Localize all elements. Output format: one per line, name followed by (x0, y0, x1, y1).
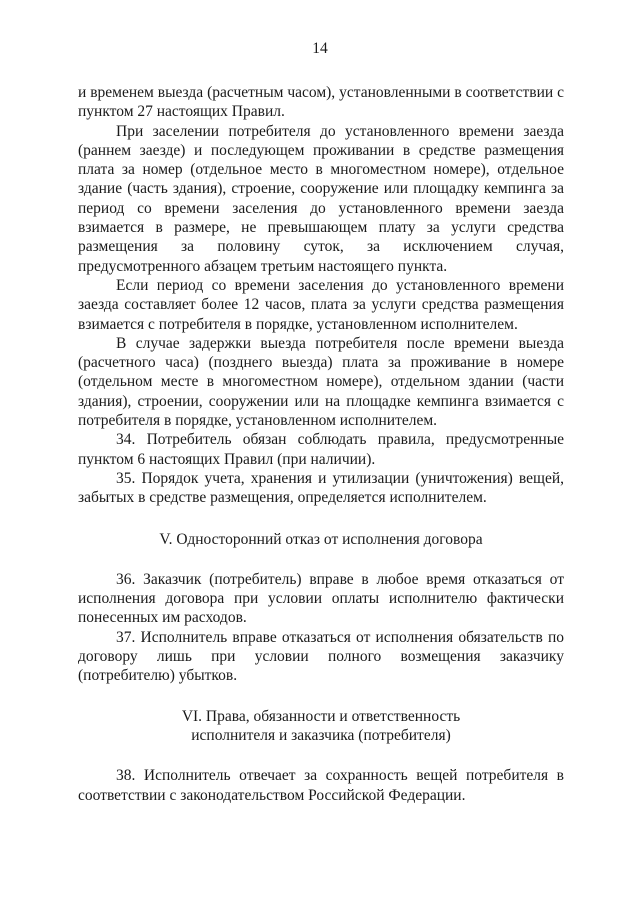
paragraph-37: 37. Исполнитель вправе отказаться от исполнения обязательств по договору лишь при условии полного возмещения заказчику (потребителю) убытков. (78, 628, 564, 685)
section-heading-vi (78, 707, 564, 746)
paragraph-early-checkin: При заселении потребителя до установленного времени заезда (раннем заезде) и последующем проживании в средстве размещения плата за номер (отдельное место в многоместном номере), отдельное здание (часть здания), строение, сооружение или площадку кемпинга за период со времени заселения до установленного времени заезда взимается в размере, не превышающем плату за услуги средства размещения за половину суток, за исключением случая, предусмотренного абзацем третьим настоящего пункта. (78, 122, 564, 275)
paragraph-over-12-hours: Если период со времени заселения до установленного времени заезда составляет более 12 часов, плата за услуги средства размещения взимается с потребителя в порядке, установленном исполнителем. (78, 276, 564, 333)
paragraph-continuation: и временем выезда (расчетным часом), установленными в соответствии с пунктом 27 настоящих Правил. (78, 84, 564, 121)
section-heading-v: V. Односторонний отказ от исполнения договора (159, 530, 483, 548)
paragraph-34: 34. Потребитель обязан соблюдать правила, предусмотренные пунктом 6 настоящих Правил (при наличии). (78, 431, 564, 468)
document-body (78, 83, 564, 805)
paragraph-38: 38. Исполнитель отвечает за сохранность вещей потребителя в соответствии с законодательством Российской Федерации. (78, 767, 564, 804)
paragraph-36: 36. Заказчик (потребитель) вправе в любое время отказаться от исполнения договора при условии оплаты исполнителю фактически понесенных им расходов. (78, 570, 564, 627)
section-heading-vi-line1: VI. Права, обязанности и ответственность (181, 707, 461, 725)
paragraph-35: 35. Порядок учета, хранения и утилизации (уничтожения) вещей, забытых в средстве размещения, определяется исполнителем. (78, 469, 564, 507)
page-number: 14 (312, 40, 328, 57)
section-heading-vi-line2: исполнителя и заказчика (потребителя) (191, 726, 451, 744)
paragraph-late-checkout: В случае задержки выезда потребителя после времени выезда (расчетного часа) (позднего выезда) плата за проживание в номере (отдельном месте в многоместном номере), отдельном здании (части здания), строении, сооружении или на площадке кемпинга взимается с потребителя в порядке, установленном исполнителем. (78, 334, 564, 430)
